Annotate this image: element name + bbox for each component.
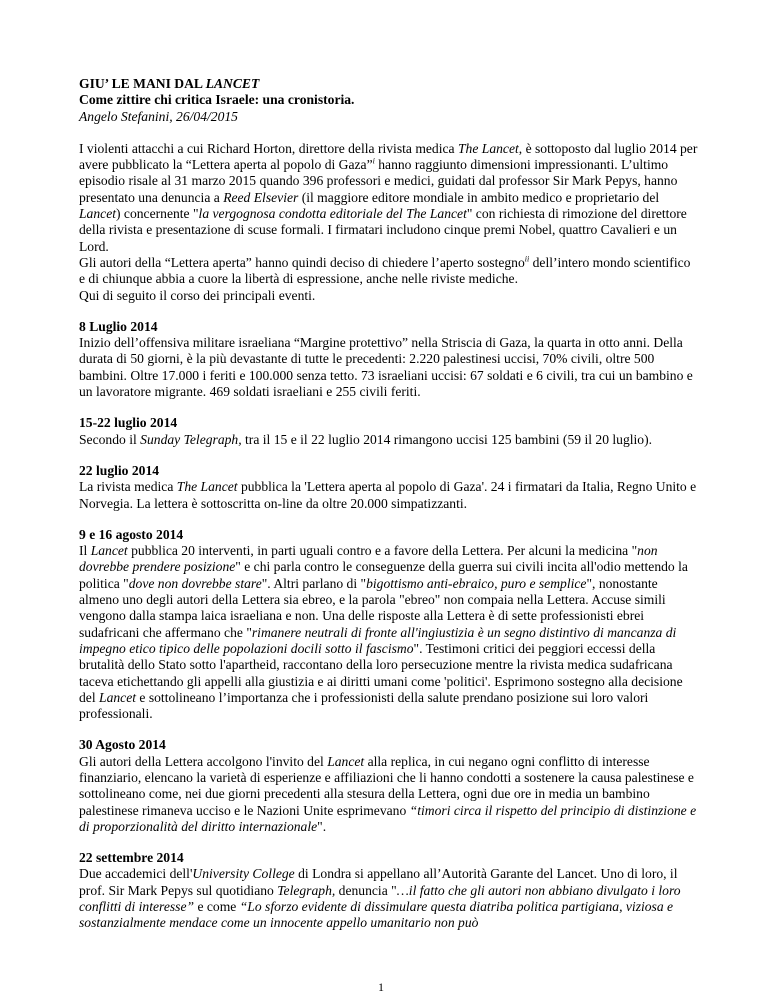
event-date: 22 luglio 2014 bbox=[79, 462, 160, 478]
event-text: Gli autori della Lettera accolgono l'invito del Lancet alla replica, in cui negano ogni conflitto di interesse finanziario, elencano la varietà di esperienze e affiliazioni che li hanno condotti a sostenere la causa palestinese e sottolineano come, nei due giorni precedenti alla stesura della Lettera, ogni due ore in media un bambino palestinese rimaneva ucciso e le Nazioni Unite esprimevano “timori circa il rispetto del principio di distinzione e di proporzionalità del diritto internazionale". bbox=[79, 753, 697, 834]
event-date: 22 settembre 2014 bbox=[79, 850, 184, 866]
event-text: Inizio dell’offensiva militare israeliana “Margine protettivo” nella Striscia di Gaza, la quarta in otto anni. Della durata di 50 giorni, è la più devastante di tutte le precedenti: 2.220 palestinesi uccisi, 70% civili, oltre 500 bambini. Oltre 17.000 i feriti e 100.000 senza tetto. 73 israeliani uccisi: 67 soldati e 6 civili, tra cui un bambino e un lavoratore migrante. 469 soldati israeliani e 255 civili feriti. bbox=[79, 335, 693, 400]
footnote-ref: i bbox=[372, 156, 375, 166]
event-text: La rivista medica The Lancet pubblica la 'Lettera aperta al popolo di Gaza'. 24 i firmatari da Italia, Regno Unito e Norvegia. La lettera è sottoscritta on-line da oltre 20.000 simpatizzanti. bbox=[79, 479, 697, 511]
event-section bbox=[79, 850, 699, 931]
event-date: 9 e 16 agosto 2014 bbox=[79, 526, 184, 542]
intro-paragraph: Qui di seguito il corso dei principali eventi. bbox=[79, 287, 316, 303]
event-text: Secondo il Sunday Telegraph, tra il 15 e il 22 luglio 2014 rimangono uccisi 125 bambini (59 il 20 luglio). bbox=[79, 431, 653, 447]
event-section bbox=[79, 415, 699, 448]
event-date: 30 Agosto 2014 bbox=[79, 737, 166, 753]
document-title: GIU’ LE MANI DAL LANCET bbox=[79, 76, 260, 91]
event-section bbox=[79, 319, 699, 400]
event-text: Due accademici dell'University College di Londra si appellano all’Autorità Garante del Lancet. Uno di loro, il prof. Sir Mark Pepys sul quotidiano Telegraph, denuncia "…il fatto che gli autori non abbiano divulgato i loro conflitti di interesse” e come “Lo sforzo evidente di dissimulare questa diatriba politica partigiana, viziosa e sostanzialmente mendace come un innocente appello umanitario non può bbox=[79, 866, 681, 931]
event-date: 8 Luglio 2014 bbox=[79, 318, 158, 334]
intro-paragraph: Gli autori della “Lettera aperta” hanno quindi deciso di chiedere l’aperto sostegno$^{ii}$ dell’intero mondo scientifico e di chiunque abbia a cuore la libertà di espressione, anche nelle riviste mediche. bbox=[79, 254, 691, 287]
event-text: Il Lancet pubblica 20 interventi, in parti uguali contro e a favore della Lettera. Per alcuni la medicina "non dovrebbe prendere posizione" e chi parla contro le conseguenze della guerra sui civili incita all'odio mettendo la politica "dove non dovrebbe stare". Altri parlano di "bigottismo anti-ebraico, puro e semplice", nonostante almeno uno degli autori della Lettera sia ebreo, e la parola "ebreo" non compaia nella Lettera. Accuse simili vengono dalla stampa laica israeliana e non. Una delle risposte alla Lettera è di sette professionisti ebrei sudafricani che affermano che "rimanere neutrali di fronte all'ingiustizia è un segno distintivo di mancanza di impegno etico tipico delle popolazioni docili sotto il fascismo". Testimoni critici dei peggiori eccessi della brutalità dello Stato sotto l'apartheid, raccontano della loro persecuzione mentre la rivista medica sudafricana taceva etichettando gli appelli alla giustizia e ai diritti umani come 'politici'. Esprimono sostegno alla decisione del Lancet e sottolineano l’importanza che i professionisti della salute prendano posizione sui loro valori professionali. bbox=[79, 543, 688, 722]
event-section bbox=[79, 737, 699, 835]
event-section bbox=[79, 527, 699, 723]
document-subtitle: Come zittire chi critica Israele: una cronistoria. bbox=[79, 92, 355, 108]
event-date: 15-22 luglio 2014 bbox=[79, 415, 178, 431]
intro-paragraph: I violenti attacchi a cui Richard Horton, direttore della rivista medica The Lancet, è sottoposto dal luglio 2014 per avere pubblicato la “Lettera aperta al popolo di Gaza”$^i$ hanno raggiunto dimensioni impressionanti. L’ultimo episodio risale al 31 marzo 2015 quando 396 professori e medici, guidati dal professor Sir Mark Pepys, hanno presentato una denuncia a Reed Elsevier (il maggiore editore mondiale in ambito medico e proprietario del Lancet) concernente "la vergognosa condotta editoriale del The Lancet" con richiesta di rimozione del direttore della rivista e presentazione di scuse formali. I firmatari includono cinque premi Nobel, quattro Cavalieri e un Lord. bbox=[79, 140, 698, 254]
page-number: 1 bbox=[378, 980, 384, 994]
document-page bbox=[79, 76, 699, 932]
footnote-ref: ii bbox=[524, 254, 530, 264]
event-section bbox=[79, 463, 699, 512]
byline: Angelo Stefanini, 26/04/2015 bbox=[79, 108, 238, 124]
